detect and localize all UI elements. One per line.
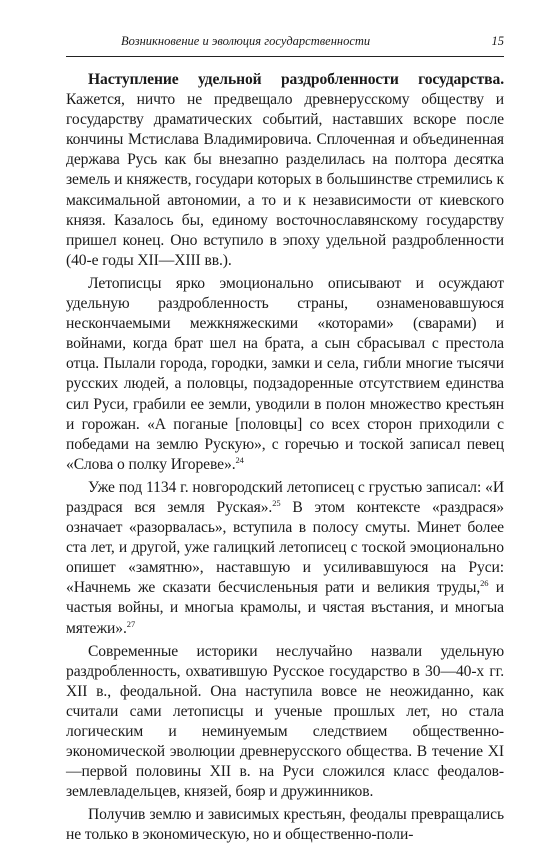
paragraph-1-text: Кажется, ничто не предвещало древнерусскому обществу и государству драматических событий, наставших вскоре после кончины Мстислава Владимировича. Сплоченная и объединенная держава Русь как бы внезапно разделилась на полтора десятка земель и княжеств, государи которых в большинстве стремились к максимальной автономии, а то и к независимости от киевского князя. Казалось бы, единому восточнославянскому государству пришел конец. Оно вступило в эпоху удельной раздробленности (40-е годы XII—XIII вв.). bbox=[66, 91, 504, 269]
body-text bbox=[66, 70, 504, 849]
paragraph-3-text-b: В этом контексте «раздрася» означает «разорвалась», вступила в полосу смуты. Минет более ста лет, и другой, уже галицкий летописец с тоской эмоционально опишет «замятню», наставшую и усиливавшуюся на Руси: «Начнемь же сказати бесчисленьныя рати и великия труды, bbox=[66, 498, 504, 597]
paragraph-3 bbox=[66, 478, 504, 639]
footnote-ref-24[interactable]: 24 bbox=[235, 454, 244, 465]
footnote-ref-25[interactable]: 25 bbox=[272, 497, 281, 508]
paragraph-4-text: Современные историки неслучайно назвали удельную раздробленность, охватившую Русское государство в 30—40-х гг. XII в., феодальной. Она наступила вовсе не неожиданно, как считали сами летописцы и ученые прошлых лет, но стала логическим и неминуемым следствием общественно-экономической эволюции древнерусского общества. В течение XI—первой половины XII в. на Руси сложился класс феодалов-землевладельцев, князей, бояр и дружинников. bbox=[66, 642, 504, 801]
paragraph-5 bbox=[66, 805, 504, 845]
paragraph-2 bbox=[66, 274, 504, 475]
paragraph-1 bbox=[66, 70, 504, 271]
paragraph-3-text-a: Уже под 1134 г. новгородский летописец с грустью записал: «И раздрася вся земля Руская». bbox=[66, 478, 504, 516]
footnote-ref-27[interactable]: 27 bbox=[126, 618, 136, 629]
footnote-ref-26[interactable]: 26 bbox=[480, 578, 489, 589]
section-heading: Наступление удельной раздробленности государства. bbox=[88, 71, 504, 88]
paragraph-2-text: Летописцы ярко эмоционально описывают и осуждают удельную раздробленность страны, ознаменовавшуюся нескончаемыми межкняжескими «которами» (сварами) и войнами, когда брат шел на брата, а сын сбрасывал с престола отца. Пылали города, городки, замки и села, гибли многие тысячи русских людей, а половцы, подзадоренные отсутствием единства сил Руси, грабили ее земли, уводили в полон множество крестьян и горожан. «А поганые [половцы] со всех сторон приходили с победами на землю Рускую», с горечью и тоской записал певец «Слова о полку Игореве». bbox=[66, 274, 504, 473]
paragraph-4 bbox=[66, 642, 504, 803]
paragraph-5-text: Получив землю и зависимых крестьян, феодалы превращались не только в экономическую, но и общественно-поли- bbox=[66, 806, 504, 844]
header-rule bbox=[66, 56, 504, 57]
running-title: Возникновение и эволюция государственности bbox=[121, 34, 371, 48]
paragraph-3-text-c: и частыя войны, и многыа крамолы, и чястая въстания, и многыа мятежи». bbox=[66, 579, 504, 637]
page-number: 15 bbox=[491, 34, 504, 48]
